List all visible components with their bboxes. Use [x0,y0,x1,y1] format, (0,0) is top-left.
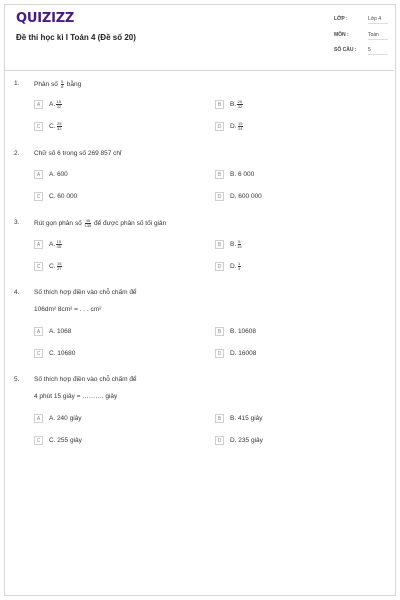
option-a[interactable] [34,327,71,336]
question-number: 2. [14,150,20,157]
option-badge: D [215,436,224,445]
denominator: 32 [57,126,62,131]
option-badge: C [34,192,43,201]
option-text: D. 600 000 [230,193,262,200]
numerator: 5 [238,239,241,244]
option-c[interactable] [34,349,75,358]
option-badge: D [215,262,224,271]
option-badge: A [34,100,43,109]
option-prefix: C. [49,263,56,270]
option-a[interactable] [34,100,63,109]
option-c[interactable] [34,122,63,131]
denominator: 8 [61,84,64,89]
question-number: 4. [14,289,20,296]
option-prefix: D. [230,123,237,130]
fraction [61,80,64,89]
quizizz-logo: QUIZIZZ [16,11,75,26]
option-badge: D [215,192,224,201]
fraction [85,219,92,228]
denominator: 135 [84,223,92,228]
numerator: 15 [238,121,243,126]
question-equation: 106dm² 8cm² = . . . cm² [34,306,102,313]
option-c[interactable] [34,192,77,201]
denominator: 3 [238,266,241,271]
option-badge: C [34,262,43,271]
option-badge: D [215,122,224,131]
question-number: 1. [14,80,20,87]
option-a[interactable] [34,414,82,423]
option-text: C. 255 giây [49,437,82,444]
fraction [57,122,62,131]
option-c[interactable] [34,262,63,271]
option-prefix: A. [49,101,56,108]
option-text: D. 16008 [230,350,257,357]
option-text: C. 10680 [49,350,76,357]
option-badge: B [215,100,224,109]
question-text [34,80,81,89]
option-b[interactable] [215,414,263,423]
option-text: C. 60 000 [49,193,78,200]
fraction [56,100,61,109]
option-prefix: D. [230,263,237,270]
option-badge: B [215,414,224,423]
numerator: 45 [85,218,91,223]
denominator: 32 [237,104,243,109]
option-text: A. 600 [49,171,68,178]
option-b[interactable] [215,240,243,249]
option-text: A. 240 giây [49,415,82,422]
question-text [34,219,166,228]
option-badge: B [215,240,224,249]
option-text: B. 415 giây [230,415,263,422]
option-badge: C [34,436,43,445]
option-d[interactable] [215,349,256,358]
denominator: 45 [56,244,62,249]
option-badge: D [215,349,224,358]
option-prefix: B. [230,101,237,108]
option-b[interactable] [215,327,256,336]
option-prefix: A. [49,241,56,248]
numerator: 5 [61,79,64,84]
numerator: 15 [56,239,62,244]
fraction [56,240,61,249]
question-text-after: bằng [66,81,82,89]
option-c[interactable] [34,436,82,445]
meta-value-subject: Toán [368,32,388,40]
meta-label-class: LỚP : [334,16,348,22]
denominator: 32 [56,104,62,109]
option-badge: B [215,170,224,179]
option-d[interactable] [215,262,242,271]
question-text-after: để được phân số tối giản [94,220,167,228]
question-text-before: Phân số [34,81,58,89]
denominator: 15 [237,244,242,249]
option-badge: A [34,327,43,336]
meta-label-subject: MÔN : [334,32,349,38]
option-badge: A [34,170,43,179]
option-badge: C [34,349,43,358]
fraction [237,100,242,109]
numerator: 1 [238,261,241,266]
option-prefix: B. [230,241,237,248]
numerator: 15 [56,99,62,104]
option-badge: A [34,414,43,423]
option-text: A. 1068 [49,328,72,335]
option-badge: A [34,240,43,249]
option-b[interactable] [215,100,244,109]
fraction [238,122,243,131]
question-text: Số thích hợp điền vào chỗ chấm để [34,376,137,383]
denominator: 24 [238,126,243,131]
question-number: 5. [14,376,20,383]
option-d[interactable] [215,436,263,445]
option-a[interactable] [34,170,68,179]
numerator: 15 [57,261,62,266]
question-text: Số thích hợp điền vào chỗ chấm để [34,289,137,296]
option-prefix: C. [49,123,56,130]
option-text: B. 10608 [230,328,257,335]
worksheet-title: Đề thi học kì I Toán 4 (Đề số 20) [16,33,136,42]
numerator: 20 [237,99,243,104]
meta-value-class: Lớp 4 [368,16,388,24]
denominator: 27 [57,266,62,271]
question-text-before: Rút gọn phân số [34,220,82,228]
fraction [238,262,241,271]
meta-label-count: SỐ CÂU : [334,47,357,53]
worksheet-page [4,4,396,596]
option-d[interactable] [215,122,244,131]
option-badge: B [215,327,224,336]
option-text: D. 235 giây [230,437,263,444]
numerator: 25 [57,121,62,126]
option-text: B. 6 000 [230,171,255,178]
option-badge: C [34,122,43,131]
question-text: Chữ số 6 trong số 269 857 chỉ [34,150,122,157]
option-b[interactable] [215,170,254,179]
option-a[interactable] [34,240,63,249]
meta-value-count: 5 [368,47,388,55]
fraction [237,240,241,249]
option-d[interactable] [215,192,262,201]
fraction [57,262,62,271]
question-number: 3. [14,219,20,226]
question-equation: 4 phút 15 giây = ………. giây [34,393,118,400]
